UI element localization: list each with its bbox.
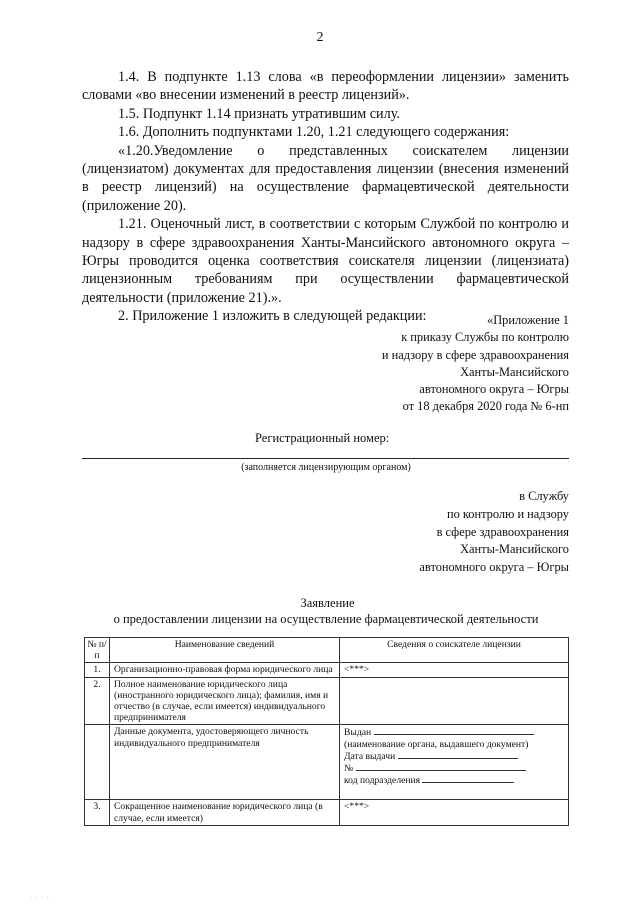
application-table xyxy=(84,637,569,826)
appendix-header-line: к приказу Службы по контролю xyxy=(401,330,569,345)
issuer-note: (наименование органа, выдавшего документ) xyxy=(344,738,529,750)
paragraph-1-20: «1.20.Уведомление о представленных соискателем лицензии (лицензиатом) документах для предоставления лицензии (внесения изменений в реестр лицензий) на осуществление фармацевтической деятельности (приложение 20). xyxy=(82,142,569,214)
column-header-applicant-info: Сведения о соискателе лицензии xyxy=(340,638,569,663)
appendix-header-line: Ханты-Мансийского xyxy=(460,364,569,379)
addressee-line: в Службу xyxy=(519,489,569,503)
table-header-row xyxy=(85,638,569,663)
document-number-field[interactable] xyxy=(356,762,526,771)
addressee-line: автономного округа – Югры xyxy=(419,560,569,575)
amendment-paragraphs xyxy=(82,68,569,326)
registration-number-field xyxy=(82,458,569,459)
row-value[interactable]: <***> xyxy=(340,663,569,677)
column-header-number: № п/п xyxy=(85,638,110,663)
department-code-label: код подразделения xyxy=(344,775,421,787)
registration-note: (заполняется лицензирующим органом) xyxy=(241,462,411,473)
row-field-name: Данные документа, удостоверяющего личность индивидуального предпринимателя xyxy=(110,725,340,800)
paragraph-2: 2. Приложение 1 изложить в следующей редакции: xyxy=(118,308,427,325)
page-number: 2 xyxy=(316,30,324,45)
paragraph-1-6: 1.6. Дополнить подпунктами 1.20, 1.21 следующего содержания: xyxy=(118,124,510,141)
paragraph-1-4: 1.4. В подпункте 1.13 слова «в переоформлении лицензии» заменить словами «во внесении изменений в реестр лицензий». xyxy=(82,69,569,104)
registration-number-label: Регистрационный номер: xyxy=(255,431,390,445)
table-row xyxy=(85,663,569,677)
row-field-name: Сокращенное наименование юридического лица (в случае, если имеется) xyxy=(110,800,340,825)
row-number: 1. xyxy=(85,663,110,677)
addressee-line: Ханты-Мансийского xyxy=(460,542,569,557)
row-value[interactable] xyxy=(340,677,569,725)
id-document-fields xyxy=(340,725,569,800)
application-subtitle: о предоставлении лицензии на осуществление фармацевтической деятельности xyxy=(113,612,539,626)
row-field-name: Полное наименование юридического лица (иностранного юридического лица); фамилия, имя и отчество (в случае, если имеется) индивидуального предпринимателя xyxy=(110,677,340,725)
table-row xyxy=(85,677,569,725)
addressee-line: по контролю и надзору xyxy=(446,506,569,521)
application-title: Заявление xyxy=(300,596,355,610)
row-number: 3. xyxy=(85,800,110,825)
row-number: 2. xyxy=(85,677,110,725)
appendix-header xyxy=(382,312,569,416)
appendix-header-line: автономного округа – Югры xyxy=(419,382,569,397)
issued-by-field[interactable] xyxy=(374,726,534,735)
department-code-field[interactable] xyxy=(422,774,514,783)
appendix-header-line: от 18 декабря 2020 года № 6-нп xyxy=(402,399,569,414)
document-number-label: № xyxy=(344,763,354,775)
addressee-line: в сфере здравоохранения xyxy=(436,524,569,539)
issue-date-label: Дата выдачи xyxy=(344,750,396,762)
paragraph-1-5: 1.5. Подпункт 1.14 признать утратившим силу. xyxy=(118,105,400,122)
scan-artifact: · · · · · xyxy=(30,895,55,901)
row-value[interactable]: <***> xyxy=(340,800,569,825)
paragraph-1-21: 1.21. Оценочный лист, в соответствии с которым Службой по контролю и надзору в сфере здравоохранения Ханты-Мансийского автономного округа – Югры проводится оценка соответствия соискателя лицензии (лицензиата) лицензионным требованиям при осуществлении фармацевтической деятельности (приложение 21).». xyxy=(82,216,569,306)
issued-by-label: Выдан xyxy=(344,727,372,739)
table-row xyxy=(85,725,569,800)
issue-date-field[interactable] xyxy=(398,750,518,759)
row-number xyxy=(85,725,110,800)
appendix-header-line: и надзору в сфере здравоохранения xyxy=(381,347,569,362)
addressee-block xyxy=(419,488,569,577)
table-row xyxy=(85,800,569,825)
row-field-name: Организационно-правовая форма юридического лица xyxy=(110,663,340,677)
column-header-field-name: Наименование сведений xyxy=(110,638,340,663)
appendix-header-line: «Приложение 1 xyxy=(487,313,569,327)
